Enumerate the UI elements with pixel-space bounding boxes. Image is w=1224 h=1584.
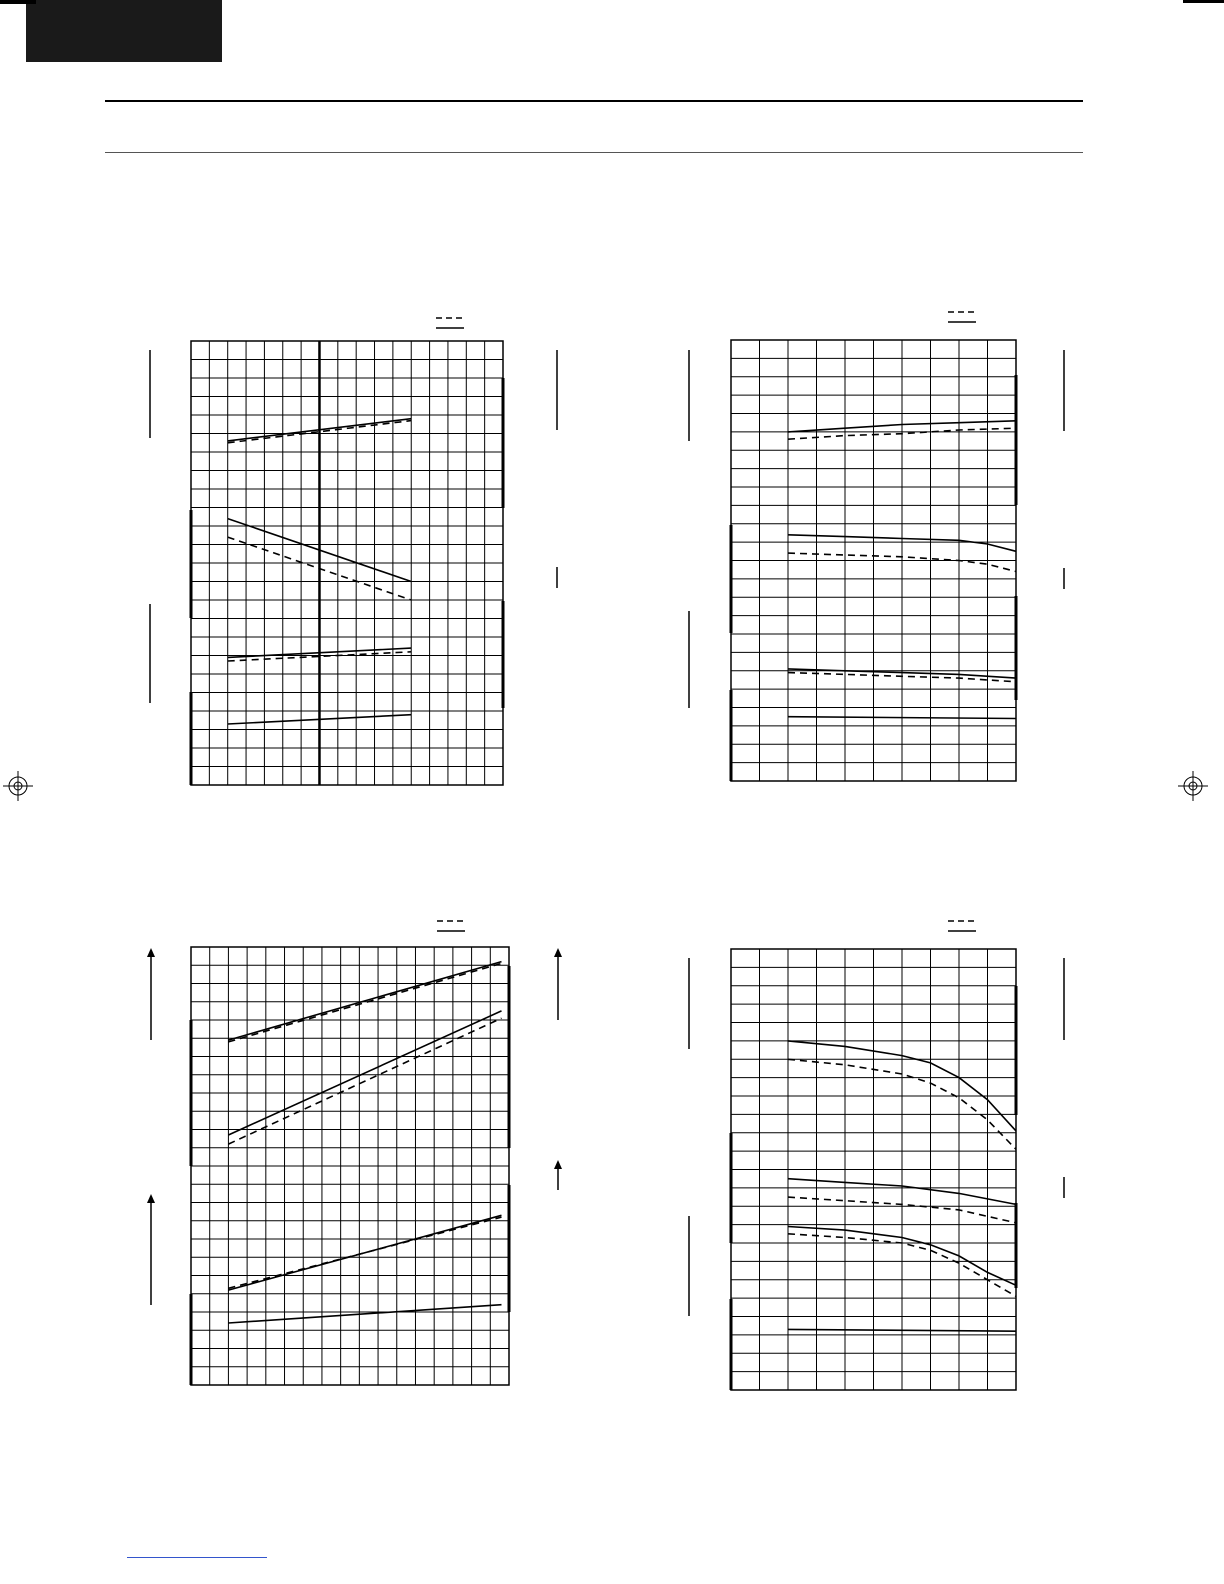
chart-1 <box>150 318 557 785</box>
series-line-5-solid <box>228 1215 501 1290</box>
chart-legend <box>948 921 976 931</box>
chart-legend <box>437 921 465 931</box>
series-line-7-solid <box>788 1329 1016 1331</box>
chart-4 <box>689 921 1064 1390</box>
chart-legend <box>436 318 464 328</box>
series-line-4-dashed <box>228 1018 501 1144</box>
chart-grid <box>191 947 509 1385</box>
chart-grid <box>731 949 1016 1390</box>
axis-arrow-head <box>554 1160 562 1169</box>
registration-marks <box>3 771 1208 801</box>
series-line-1-solid <box>228 962 501 1041</box>
axis-arrow-head <box>147 1194 155 1203</box>
chart-2 <box>689 312 1064 781</box>
chart-grid <box>731 340 1016 781</box>
registration-mark-icon <box>1178 771 1208 801</box>
chart-3 <box>147 921 562 1385</box>
axis-arrow-head <box>147 948 155 957</box>
axis-arrow-head <box>554 948 562 957</box>
series-line-7-solid <box>228 1305 501 1323</box>
chart-legend <box>948 312 976 322</box>
registration-mark-icon <box>3 771 33 801</box>
series-line-7-solid <box>788 717 1016 719</box>
